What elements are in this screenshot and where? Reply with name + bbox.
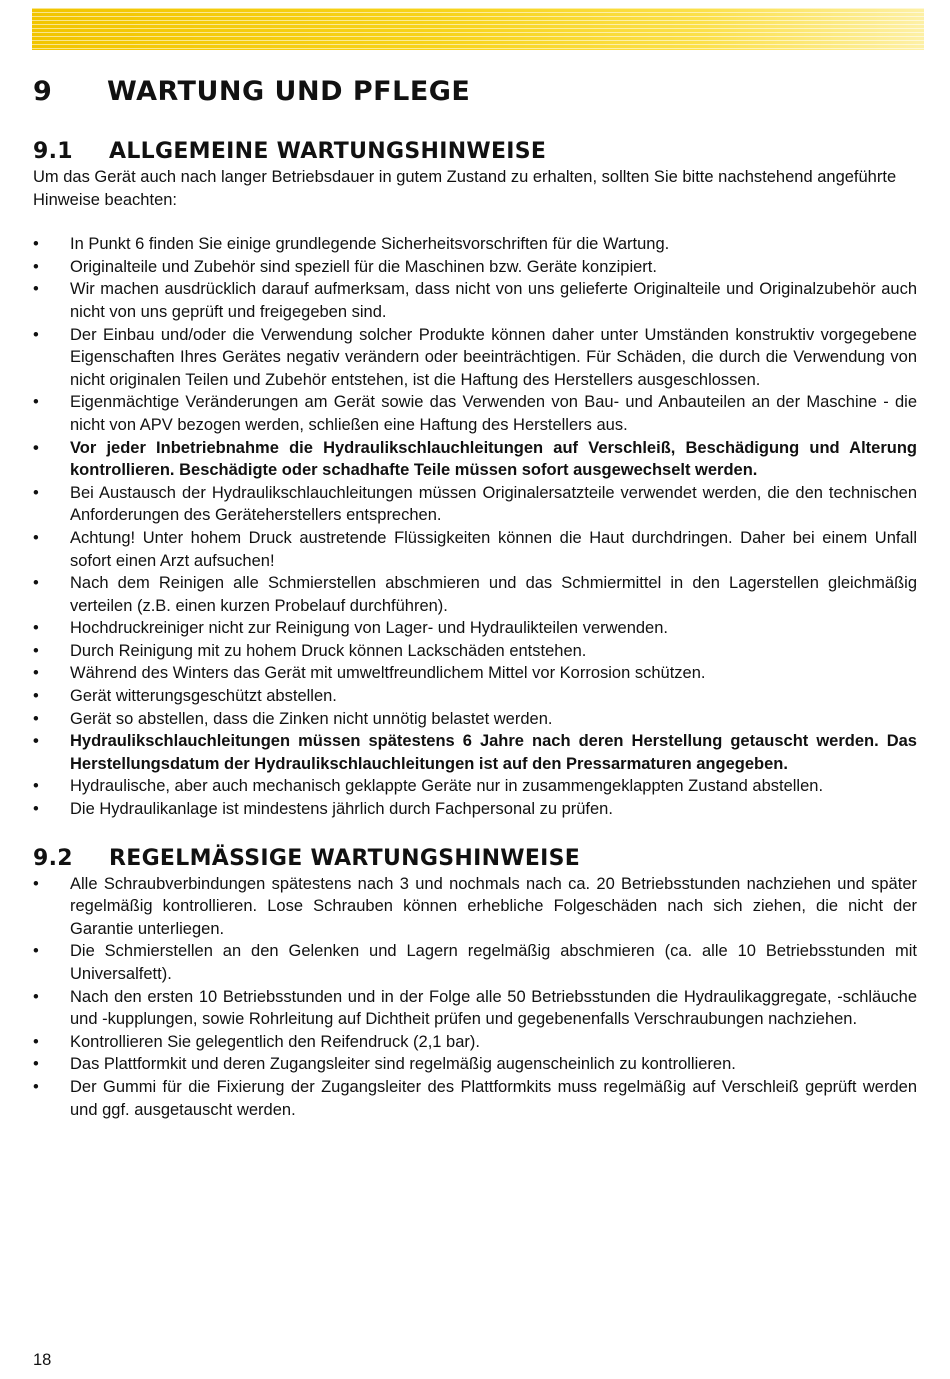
section-intro: Um das Gerät auch nach langer Betriebsdauer in gutem Zustand zu erhalten, sollten Sie bitte nachstehend angeführte Hinweise beachten: <box>33 168 897 209</box>
list-item: • Der Gummi für die Fixierung der Zugangsleiter des Plattformkits muss regelmäßig auf Verschleiß geprüft werden und ggf. ausgetauscht werden. <box>33 1076 917 1121</box>
list-item: • Hydraulikschlauchleitungen müssen spätestens 6 Jahre nach deren Herstellung getauscht werden. Das Herstellungsdatum der Hydraulikschlauchleitungen ist auf den Pressarmaturen angegeben. <box>33 730 917 775</box>
list-item: • Der Einbau und/oder die Verwendung solcher Produkte können daher unter Umständen konstruktiv vorgegebene Eigenschaften Ihres Gerätes negativ verändern oder beeinträchtigen. Für Schäden, die durch die Verwendung von nicht originalen Teilen und Zubehör entstehen, ist die Haftung des Herstellers ausgeschlossen. <box>33 324 917 392</box>
section-number: 9.2 <box>33 845 73 871</box>
section-heading-9-1 <box>33 138 917 166</box>
list-item: • Wir machen ausdrücklich darauf aufmerksam, dass nicht von uns gelieferte Originalteile und Originalzubehör auch nicht von uns geprüft und freigegeben sind. <box>33 278 917 323</box>
list-item: • Die Schmierstellen an den Gelenken und Lagern regelmäßig abschmieren (ca. alle 10 Betriebsstunden mit Universalfett). <box>33 940 917 985</box>
list-item: • Alle Schraubverbindungen spätestens nach 3 und nochmals nach ca. 20 Betriebsstunden nachziehen und später regelmäßig kontrollieren. Lose Schrauben können erhebliche Folgeschäden nach sich ziehen, die nicht der Garantie unterliegen. <box>33 873 917 941</box>
header-band <box>32 8 924 50</box>
section-title: REGELMÄSSIGE WARTUNGSHINWEISE <box>109 845 581 871</box>
list-item: • Originalteile und Zubehör sind speziell für die Maschinen bzw. Geräte konzipiert. <box>33 256 917 279</box>
list-item: • Hochdruckreiniger nicht zur Reinigung von Lager- und Hydraulikteilen verwenden. <box>33 617 917 640</box>
chapter-heading <box>33 74 917 110</box>
list-item: • Kontrollieren Sie gelegentlich den Reifendruck (2,1 bar). <box>33 1031 917 1054</box>
list-item: • Durch Reinigung mit zu hohem Druck können Lackschäden entstehen. <box>33 640 917 663</box>
section-number: 9.1 <box>33 139 73 164</box>
list-item: • Bei Austausch der Hydraulikschlauchleitungen müssen Originalersatzteile verwendet werden, die den technischen Anforderungen des Geräteherstellers entsprechen. <box>33 482 917 527</box>
list-item: • Nach dem Reinigen alle Schmierstellen abschmieren und das Schmiermittel in den Lagerstellen gleichmäßig verteilen (z.B. einen kurzen Probelauf durchführen). <box>33 572 917 617</box>
list-item: • Die Hydraulikanlage ist mindestens jährlich durch Fachpersonal zu prüfen. <box>33 798 917 821</box>
page-number: 18 <box>33 1351 52 1369</box>
list-item: • Das Plattformkit und deren Zugangsleiter sind regelmäßig augenscheinlich zu kontrollieren. <box>33 1053 917 1076</box>
maintenance-list-general <box>33 233 917 820</box>
list-item: • Hydraulische, aber auch mechanisch geklappte Geräte nur in zusammengeklappten Zustand abstellen. <box>33 775 917 798</box>
list-item: • Gerät so abstellen, dass die Zinken nicht unnötig belastet werden. <box>33 708 917 731</box>
list-item: • Eigenmächtige Veränderungen am Gerät sowie das Verwenden von Bau- und Anbauteilen an der Maschine - die nicht von APV bezogen werden, schließen eine Haftung des Herstellers aus. <box>33 391 917 436</box>
chapter-title: WARTUNG UND PFLEGE <box>107 76 471 107</box>
maintenance-list-regular <box>33 873 917 1122</box>
chapter-number: 9 <box>33 76 53 107</box>
section-title: ALLGEMEINE WARTUNGSHINWEISE <box>109 139 547 164</box>
list-item: • Vor jeder Inbetriebnahme die Hydraulikschlauchleitungen auf Verschleiß, Beschädigung und Alterung kontrollieren. Beschädigte oder schadhafte Teile müssen sofort ausgewechselt werden. <box>33 437 917 482</box>
list-item: • Während des Winters das Gerät mit umweltfreundlichem Mittel vor Korrosion schützen. <box>33 662 917 685</box>
list-item: • In Punkt 6 finden Sie einige grundlegende Sicherheitsvorschriften für die Wartung. <box>33 233 917 256</box>
list-item: • Gerät witterungsgeschützt abstellen. <box>33 685 917 708</box>
page-content <box>33 74 917 1121</box>
section-heading-9-2 <box>33 845 917 873</box>
list-item: • Achtung! Unter hohem Druck austretende Flüssigkeiten können die Haut durchdringen. Daher bei einem Unfall sofort einen Arzt aufsuchen! <box>33 527 917 572</box>
list-item: • Nach den ersten 10 Betriebsstunden und in der Folge alle 50 Betriebsstunden die Hydraulikaggregate, -schläuche und -kupplungen, sowie Rohrleitung auf Dichtheit prüfen und gegebenenfalls Verschraubungen nachziehen. <box>33 986 917 1031</box>
